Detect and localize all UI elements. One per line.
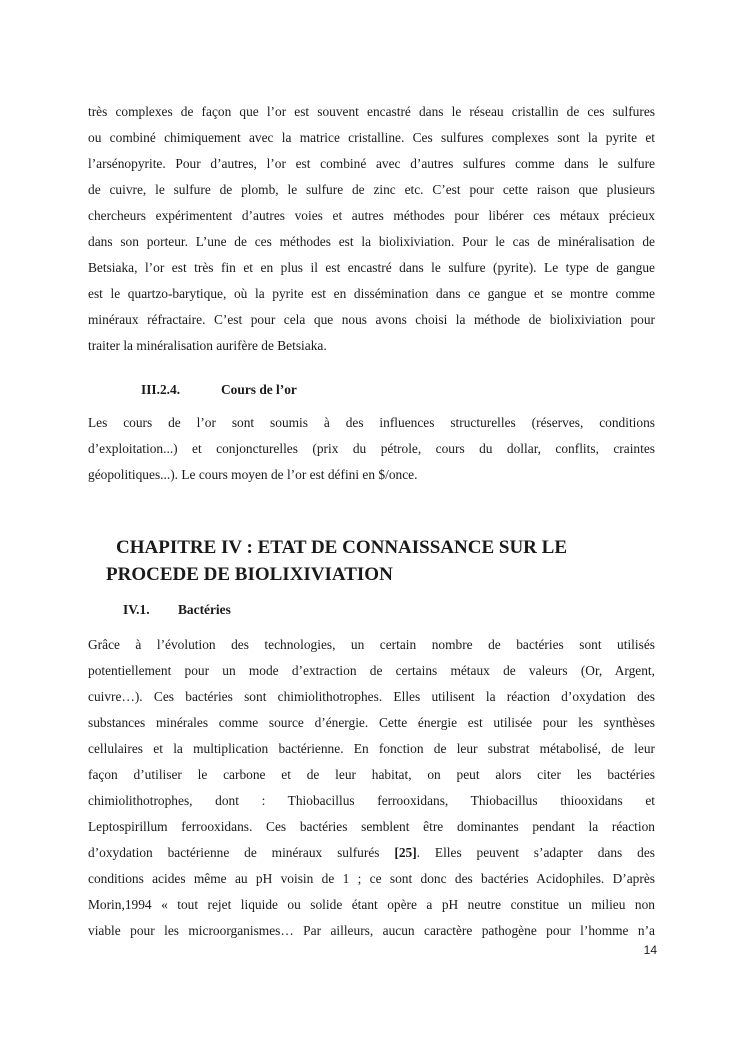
text-line: traiter la minéralisation aurifère de Betsiaka. <box>88 338 327 353</box>
text-line: potentiellement pour un mode d’extraction de certains métaux de valeurs (Or, Argent, <box>88 663 655 678</box>
text-line: Leptospirillum ferrooxidans. Ces bactéries semblent être dominantes pendant la réaction <box>88 819 655 834</box>
text-line: est le quartzo-barytique, où la pyrite est en dissémination dans ce gangue et se montre comme <box>88 286 655 301</box>
text-line: minéraux réfractaire. C’est pour cela que nous avons choisi la méthode de biolixiviation pour <box>88 312 655 327</box>
text-segment: d’oxydation bactérienne de minéraux sulfurés <box>88 845 395 860</box>
paragraph-cours-de-l-or <box>88 410 655 488</box>
text-line: cuivre…). Ces bactéries sont chimiolithotrophes. Elles utilisent la réaction d’oxydation des <box>88 689 655 704</box>
text-line-with-citation <box>88 840 655 866</box>
text-line: façon d’utiliser le carbone et de leur habitat, on peut alors citer les bactéries <box>88 767 655 782</box>
page-number: 14 <box>643 943 657 957</box>
text-line: Betsiaka, l’or est très fin et en plus il est encastré dans le sulfure (pyrite). Le type de gangue <box>88 260 655 275</box>
text-line: de cuivre, le sulfure de plomb, le sulfure de zinc etc. C’est pour cette raison que plusieurs <box>88 182 655 197</box>
citation-reference: [25] <box>394 845 417 860</box>
section-number-IV-1: IV.1. <box>123 602 150 617</box>
text-line: géopolitiques...). Le cours moyen de l’or est défini en $/once. <box>88 467 418 482</box>
section-title-cours-de-l-or: Cours de l’or <box>221 382 297 397</box>
text-line: Grâce à l’évolution des technologies, un certain nombre de bactéries sont utilisés <box>88 637 655 652</box>
chapter-title-line-2: PROCEDE DE BIOLIXIVIATION <box>106 564 393 585</box>
text-line: substances minérales comme source d’énergie. Cette énergie est utilisée pour les synthèses <box>88 715 655 730</box>
paragraph-betsiaka-mineralization <box>88 99 655 359</box>
section-title-bacteries: Bactéries <box>178 602 231 617</box>
text-line: conditions acides même au pH voisin de 1 ; ce sont donc des bactéries Acidophiles. D’après <box>88 871 655 886</box>
paragraph-bacteries <box>88 632 655 944</box>
text-line: cellulaires et la multiplication bactérienne. En fonction de leur substrat métabolisé, de leur <box>88 741 655 756</box>
chapter-title-line-1: CHAPITRE IV : ETAT DE CONNAISSANCE SUR LE <box>116 537 567 558</box>
section-number-III-2-4: III.2.4. <box>141 382 181 397</box>
text-line: l’arsénopyrite. Pour d’autres, l’or est combiné avec d’autres sulfures comme dans le sulfure <box>88 156 655 171</box>
text-line: très complexes de façon que l’or est souvent encastré dans le réseau cristallin de ces sulfures <box>88 104 655 119</box>
text-line: dans son porteur. L’une de ces méthodes est la biolixiviation. Pour le cas de minéralisation de <box>88 234 655 249</box>
text-line: Morin,1994 « tout rejet liquide ou solide étant opère a pH neutre constitue un milieu non <box>88 897 655 912</box>
text-line: Les cours de l’or sont soumis à des influences structurelles (réserves, conditions <box>88 415 655 430</box>
text-line: ou combiné chimiquement avec la matrice cristalline. Ces sulfures complexes sont la pyrite et <box>88 130 655 145</box>
text-segment: . Elles peuvent s’adapter dans des <box>416 845 655 860</box>
text-line: d’exploitation...) et conjoncturelles (prix du pétrole, cours du dollar, conflits, craintes <box>88 441 655 456</box>
text-line: chercheurs expérimentent d’autres voies et autres méthodes pour libérer ces métaux précieux <box>88 208 655 223</box>
text-line: viable pour les microorganismes… Par ailleurs, aucun caractère pathogène pour l’homme n’a <box>88 923 655 938</box>
text-line: chimiolithotrophes, dont : Thiobacillus ferrooxidans, Thiobacillus thiooxidans et <box>88 793 655 808</box>
